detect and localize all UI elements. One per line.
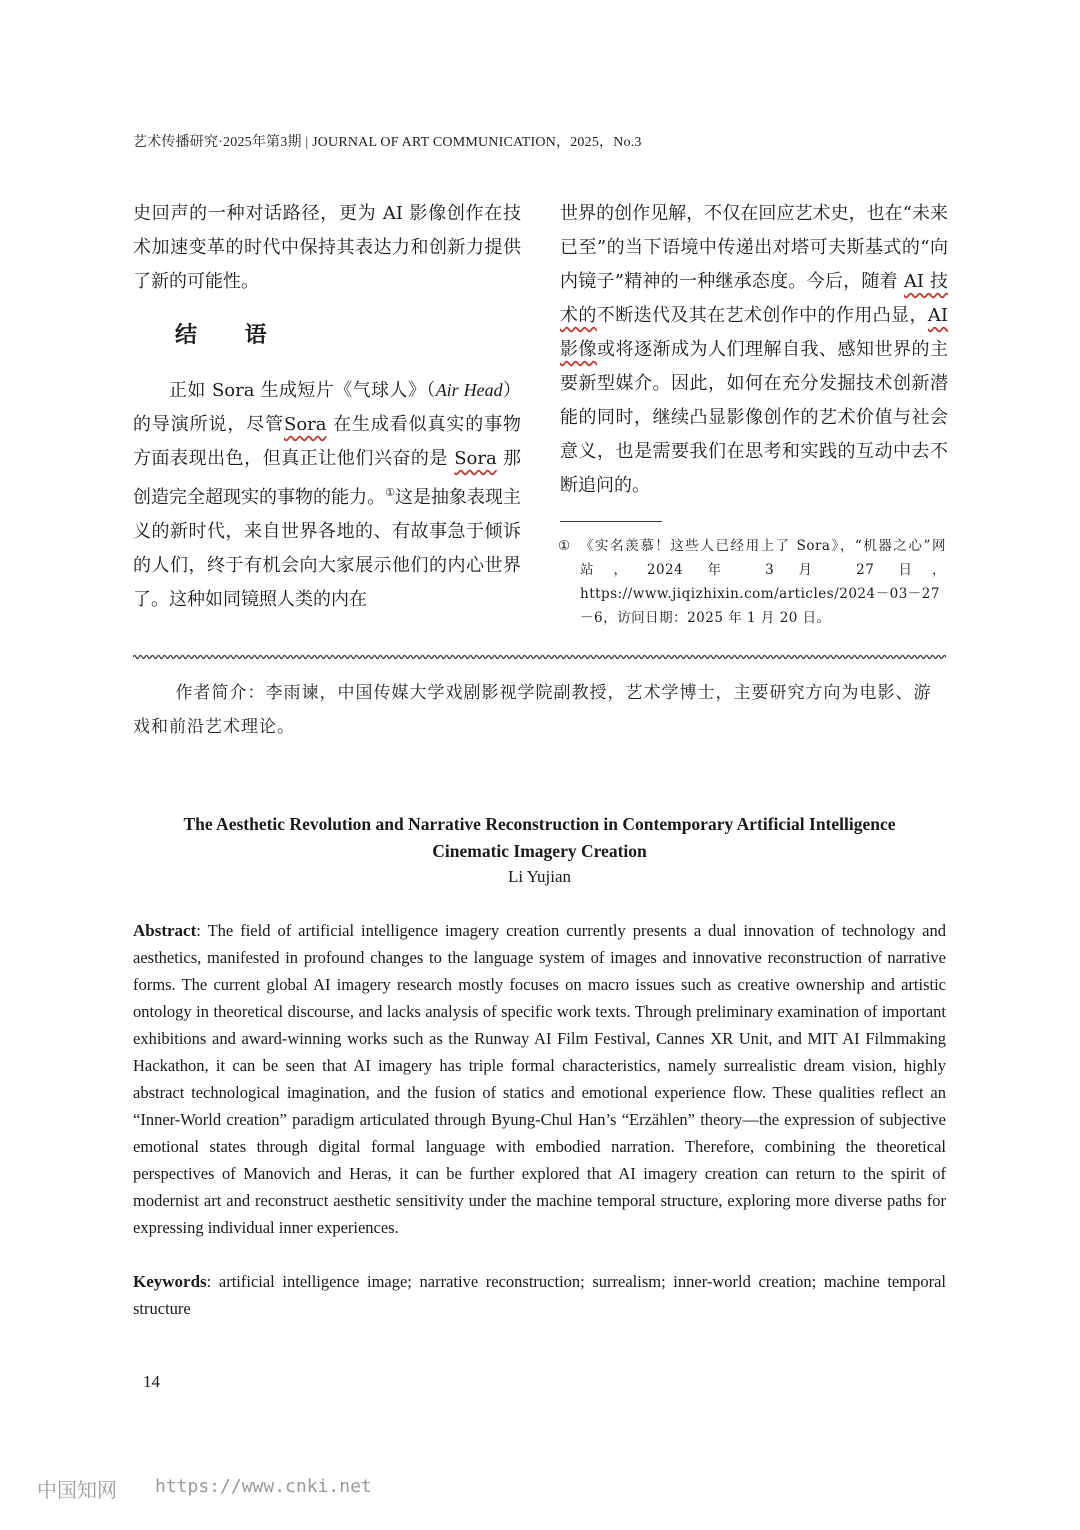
keywords: Keywords: artificial intelligence image; narrative reconstruction; surrealism; inner-world creation; machine temporal structure <box>133 1272 946 1318</box>
abstract-text: The field of artificial intelligence imagery creation currently presents a dual innovation of technology and aesthetics, manifested in profound changes to the language system of images and innovative reconstruction of narrative forms. The current global AI imagery research mostly focuses on macro issues such as creative ownership and artistic ontology in theoretical discourse, and lacks analysis of specific work texts. Through preliminary examination of important exhibitions and award-winning works such as the Runway AI Film Festival, Cannes XR Unit, and MIT AI Filmmaking Hackathon, it can be seen that AI imagery has triple formal characteristics, namely surrealistic dream vision, highly abstract technological imagination, and the fusion of statics and emotional experience flow. These qualities reflect an “Inner-World creation” paradigm articulated through Byung-Chul Han’s “Erzählen” theory—the expression of subjective emotional states through digital formal language with embodied narration. Therefore, combining the theoretical perspectives of Manovich and Heras, it can be further explored that AI imagery creation can return to the spirit of modernist art and reconstruct aesthetic sensitivity under the machine temporal structure, exploring more diverse paths for expressing individual inner experiences. <box>133 921 946 1237</box>
english-title-line2: Cinematic Imagery Creation <box>432 841 647 861</box>
journal-header: 艺术传播研究·2025年第3期 | JOURNAL OF ART COMMUNICATION，2025，No.3 <box>133 135 642 150</box>
footnote-mark: ① <box>558 538 571 554</box>
footnote-ref[interactable]: ① <box>385 486 395 499</box>
english-title <box>133 811 946 865</box>
paragraph-conclusion: 正如 Sora 生成短片《气球人》（Air Head）的导演所说，尽管Sora 在生成看似真实的事物方面表现出色，但真正让他们兴奋的是 Sora 那创造完全超现实的事物的能力。①这是抽象表现主义的新时代，来自世界各地的、有故事急于倾诉的人们，终于有机会向大家展示他们的内心世界了。这种如同镜照人类的内在 <box>133 380 522 610</box>
footnote-text: 《实名羡慕！这些人已经用上了 Sora》，“机器之心”网站，2024 年 3 月 27 日，https://www.jiqizhixin.com/articles/2024－03－27－6，访问日期：2025 年 1 月 20 日。 <box>580 538 946 626</box>
highlight-sora: Sora <box>284 414 327 435</box>
paragraph-continuation: 史回声的一种对话路径，更为 AI 影像创作在技术加速变革的时代中保持其表达力和创新力提供了新的可能性。 <box>133 203 521 292</box>
cnki-url[interactable]: https://www.cnki.net <box>155 1476 372 1497</box>
english-title-line1: The Aesthetic Revolution and Narrative Reconstruction in Contemporary Artificial Intelligence <box>183 814 896 834</box>
keywords-text: artificial intelligence image; narrative reconstruction; surrealism; inner-world creation; machine temporal structure <box>133 1272 946 1318</box>
abstract: Abstract: The field of artificial intelligence imagery creation currently presents a dual innovation of technology and aesthetics, manifested in profound changes to the language system of images and innovative reconstruction of narrative forms. The current global AI imagery research mostly focuses on macro issues such as creative ownership and artistic ontology in theoretical discourse, and lacks analysis of specific work texts. Through preliminary examination of important exhibitions and award-winning works such as the Runway AI Film Festival, Cannes XR Unit, and MIT AI Filmmaking Hackathon, it can be seen that AI imagery has triple formal characteristics, namely surrealistic dream vision, highly abstract technological imagination, and the fusion of statics and emotional experience flow. These qualities reflect an “Inner-World creation” paradigm articulated through Byung-Chul Han’s “Erzählen” theory—the expression of subjective emotional states through digital formal language with embodied narration. Therefore, combining the theoretical perspectives of Manovich and Heras, it can be further explored that AI imagery creation can return to the spirit of modernist art and reconstruct aesthetic sensitivity under the machine temporal structure, exploring more diverse paths for expressing individual inner experiences. <box>133 921 946 1237</box>
abstract-label: Abstract <box>133 921 197 940</box>
page-number: 14 <box>143 1372 160 1391</box>
footnote <box>558 534 946 630</box>
paragraph-right: 世界的创作见解，不仅在回应艺术史，也在“未来已至”的当下语境中传递出对塔可夫斯基式的“向内镜子”精神的一种继承态度。今后，随着 AI 技术的不断迭代及其在艺术创作中的作用凸显，AI 影像或将逐渐成为人们理解自我、感知世界的主要新型媒介。因此，如何在充分发掘技术创新潜能的同时，继续凸显影像创作的艺术价值与社会意义，也是需要我们在思考和实践的互动中去不断追问的。 <box>560 203 949 496</box>
highlight-ai-tech: AI 技术的 <box>560 271 948 326</box>
film-title-en: Air Head <box>435 380 503 400</box>
cnki-logo: 中国知网 <box>37 1478 117 1502</box>
english-author: Li Yujian <box>507 867 572 886</box>
highlight-sora: Sora <box>454 448 497 469</box>
footnote-divider <box>560 521 662 522</box>
section-heading: 结 语 <box>175 323 287 348</box>
wavy-divider <box>133 650 946 664</box>
author-bio: 作者简介：李雨谏，中国传媒大学戏剧影视学院副教授，艺术学博士，主要研究方向为电影、游戏和前沿艺术理论。 <box>133 683 932 737</box>
right-column <box>560 197 948 503</box>
keywords-label: Keywords <box>133 1272 207 1291</box>
highlight-ai-image: AI 影像 <box>560 305 949 360</box>
left-column <box>133 197 521 617</box>
